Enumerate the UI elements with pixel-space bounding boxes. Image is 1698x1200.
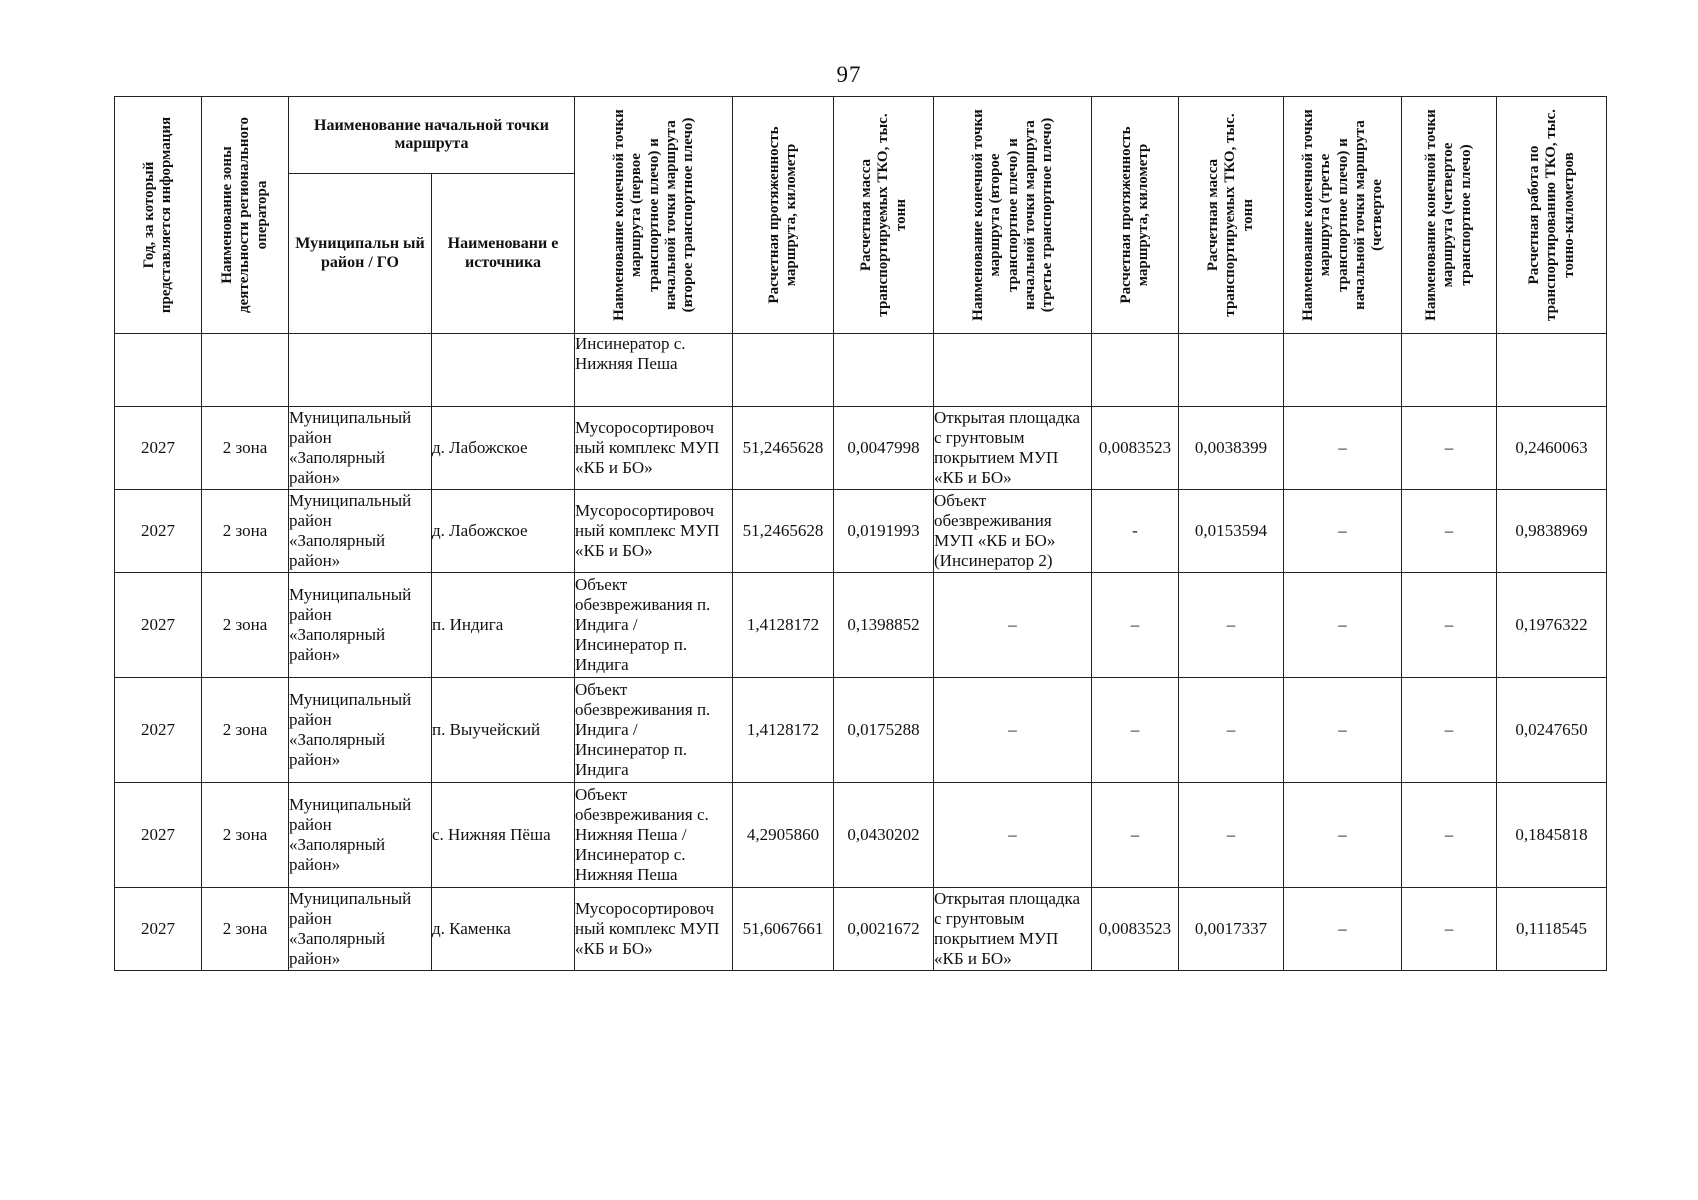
cell-end-point-2: –: [934, 783, 1092, 888]
cell-work: 0,2460063: [1497, 407, 1607, 490]
page-number: 97: [836, 62, 862, 87]
cell-length-2: –: [1092, 573, 1179, 678]
cell-district: Муниципальный район «Заполярный район»: [289, 573, 432, 678]
cell-end-point-2: Объект обезвреживания МУП «КБ и БО» (Инсинератор 2): [934, 490, 1092, 573]
cell-end-point-2: –: [934, 573, 1092, 678]
header-start-point: Наименование начальной точки маршрута: [289, 97, 575, 174]
table-row: [115, 783, 1607, 888]
header-end-point-1: Наименование конечной точки маршрута (первое транспортное плечо) и начальной точки маршрута (второе транспортное плечо): [575, 97, 733, 334]
header-work: Расчетная работа по транспортированию ТКО, тыс. тонно-километров: [1497, 97, 1607, 334]
cell-mass-1: 0,0191993: [834, 490, 934, 573]
cell-length-2: 0,0083523: [1092, 888, 1179, 971]
cell-work: 0,1118545: [1497, 888, 1607, 971]
table-row-continuation: [115, 334, 1607, 407]
cell-zone: 2 зона: [202, 678, 289, 783]
header-end-point-4: Наименование конечной точки маршрута (четвертое транспортное плечо): [1402, 97, 1497, 334]
cell-end-point-1: Объект обезвреживания п. Индига / Инсинератор п. Индига: [575, 678, 733, 783]
cell-end-point-4: –: [1402, 783, 1497, 888]
cell-mass-2: –: [1179, 783, 1284, 888]
cell-length-1: 51,6067661: [733, 888, 834, 971]
header-year: Год, за который представляется информация: [115, 97, 202, 334]
cell-zone: 2 зона: [202, 573, 289, 678]
cell-work: 0,1976322: [1497, 573, 1607, 678]
cell-mass-1: 0,0047998: [834, 407, 934, 490]
table-row: [115, 678, 1607, 783]
cell-mass-2: 0,0038399: [1179, 407, 1284, 490]
cell-year: 2027: [115, 490, 202, 573]
cell-end-point-3: –: [1284, 783, 1402, 888]
cell-zone: 2 зона: [202, 407, 289, 490]
cell-source: д. Каменка: [432, 888, 575, 971]
table-row: [115, 490, 1607, 573]
cell-end-point-4: –: [1402, 888, 1497, 971]
cell-end-point-2: –: [934, 678, 1092, 783]
cell-length-2: –: [1092, 783, 1179, 888]
cell-end-point-3: –: [1284, 490, 1402, 573]
cell-mass-2: 0,0153594: [1179, 490, 1284, 573]
header-length-1: Расчетная протяженность маршрута, километр: [733, 97, 834, 334]
cell-source: д. Лабожское: [432, 407, 575, 490]
cell-work: 0,0247650: [1497, 678, 1607, 783]
cell-mass-2: 0,0017337: [1179, 888, 1284, 971]
cell-end-point-4: –: [1402, 573, 1497, 678]
header-source: Наименовани е источника: [432, 174, 575, 334]
cell-end-point-1: Мусоросортировоч ный комплекс МУП «КБ и БО»: [575, 490, 733, 573]
cell-source: п. Выучейский: [432, 678, 575, 783]
cell-length-1: 1,4128172: [733, 678, 834, 783]
cell-zone: 2 зона: [202, 490, 289, 573]
cell-mass-1: 0,0175288: [834, 678, 934, 783]
cell-end-point-2: Открытая площадка с грунтовым покрытием МУП «КБ и БО»: [934, 407, 1092, 490]
cell-end-point-3: –: [1284, 888, 1402, 971]
cell-work: 0,1845818: [1497, 783, 1607, 888]
header-end-point-3: Наименование конечной точки маршрута (третье транспортное плечо) и начальной точки маршрута (четвертое: [1284, 97, 1402, 334]
cell-end-point-3: –: [1284, 678, 1402, 783]
cell-zone: 2 зона: [202, 888, 289, 971]
cell-mass-1: 0,0430202: [834, 783, 934, 888]
cell-district: Муниципальный район «Заполярный район»: [289, 678, 432, 783]
cell-year: 2027: [115, 888, 202, 971]
table-row: [115, 407, 1607, 490]
table-row: [115, 888, 1607, 971]
cell-end-point-2: Открытая площадка с грунтовым покрытием МУП «КБ и БО»: [934, 888, 1092, 971]
header-mass-1: Расчетная масса транспортируемых ТКО, тыс. тонн: [834, 97, 934, 334]
cell-work: 0,9838969: [1497, 490, 1607, 573]
cell-year: 2027: [115, 678, 202, 783]
cell-end-point-3: –: [1284, 407, 1402, 490]
cell-end-point-4: –: [1402, 678, 1497, 783]
cell-district: Муниципальный район «Заполярный район»: [289, 490, 432, 573]
header-zone: Наименование зоны деятельности регионального оператора: [202, 97, 289, 334]
cell-mass-1: 0,0021672: [834, 888, 934, 971]
routes-table: [114, 96, 1607, 971]
cell-mass-1: 0,1398852: [834, 573, 934, 678]
cell-end-point-4: –: [1402, 490, 1497, 573]
cell-year: 2027: [115, 783, 202, 888]
cell-end-point-1: Мусоросортировоч ный комплекс МУП «КБ и БО»: [575, 407, 733, 490]
cell-district: Муниципальный район «Заполярный район»: [289, 888, 432, 971]
cell-length-1: 51,2465628: [733, 490, 834, 573]
header-mass-2: Расчетная масса транспортируемых ТКО, тыс. тонн: [1179, 97, 1284, 334]
header-length-2: Расчетная протяженность маршрута, километр: [1092, 97, 1179, 334]
cell-end-point-1: Мусоросортировоч ный комплекс МУП «КБ и БО»: [575, 888, 733, 971]
cell-zone: 2 зона: [202, 783, 289, 888]
cell-year: 2027: [115, 407, 202, 490]
cell-district: Муниципальный район «Заполярный район»: [289, 783, 432, 888]
cell-end-point-1: Объект обезвреживания с. Нижняя Пеша / Инсинератор с. Нижняя Пеша: [575, 783, 733, 888]
table-row: [115, 573, 1607, 678]
cell-length-1: 51,2465628: [733, 407, 834, 490]
cell-source: п. Индига: [432, 573, 575, 678]
header-district: Муниципальн ый район / ГО: [289, 174, 432, 334]
header-end-point-2: Наименование конечной точки маршрута (второе транспортное плечо) и начальной точки маршрута (третье транспортное плечо): [934, 97, 1092, 334]
cell-year: 2027: [115, 573, 202, 678]
cell-end-point-3: –: [1284, 573, 1402, 678]
cell-end-point-1: Инсинератор с. Нижняя Пеша: [575, 334, 733, 407]
cell-length-2: -: [1092, 490, 1179, 573]
cell-length-1: 1,4128172: [733, 573, 834, 678]
cell-mass-2: –: [1179, 678, 1284, 783]
cell-district: Муниципальный район «Заполярный район»: [289, 407, 432, 490]
cell-source: с. Нижняя Пёша: [432, 783, 575, 888]
cell-source: д. Лабожское: [432, 490, 575, 573]
cell-length-1: 4,2905860: [733, 783, 834, 888]
cell-mass-2: –: [1179, 573, 1284, 678]
cell-length-2: –: [1092, 678, 1179, 783]
cell-end-point-4: –: [1402, 407, 1497, 490]
cell-length-2: 0,0083523: [1092, 407, 1179, 490]
cell-end-point-1: Объект обезвреживания п. Индига / Инсинератор п. Индига: [575, 573, 733, 678]
